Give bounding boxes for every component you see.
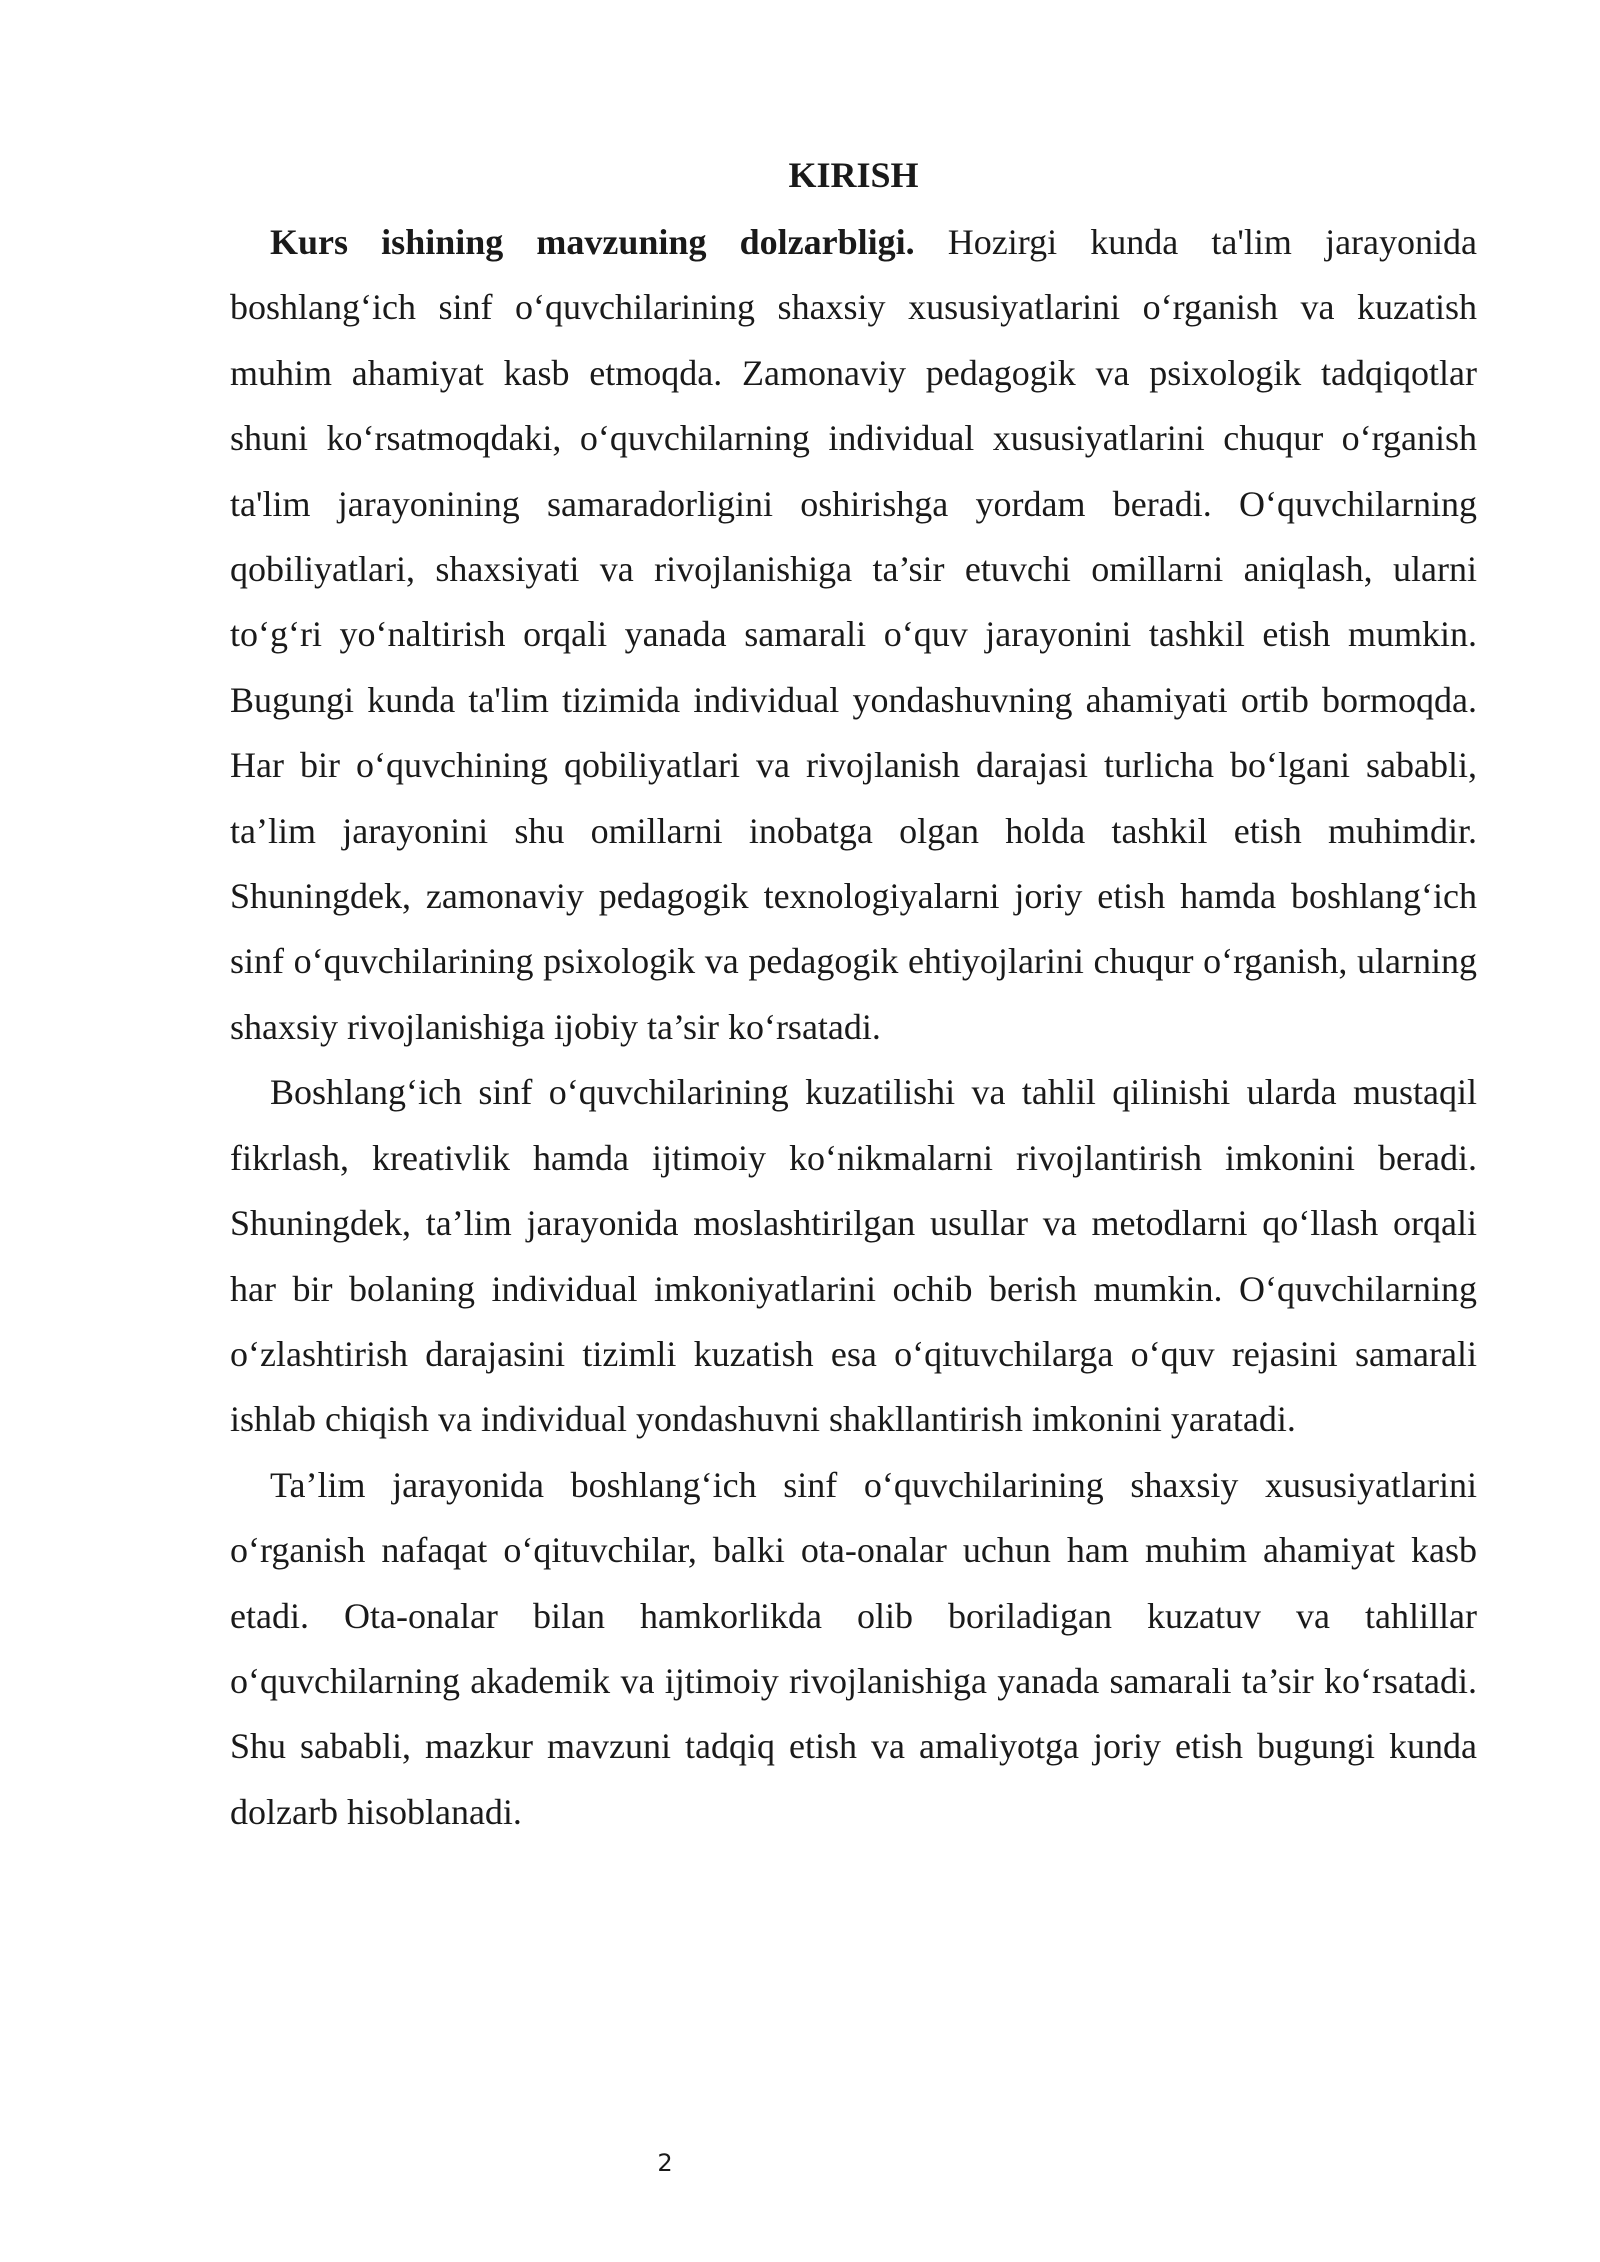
page-number: 2 — [657, 2149, 673, 2177]
paragraph-lead: Kurs ishining mavzuning dolzarbligi. — [270, 222, 915, 262]
paragraph-relevance — [230, 210, 1477, 1060]
body-text — [230, 210, 1477, 1845]
paragraph-observation: Boshlang‘ich sinf o‘quvchilarining kuzatilishi va tahlil qilinishi ularda mustaqil fikrlash, kreativlik hamda ijtimoiy ko‘nikmalarni rivojlantirish imkonini beradi. Shuningdek, ta’lim jarayonida moslashtirilgan usullar va metodlarni qo‘llash orqali har bir bolaning individual imkoniyatlarini ochib berish mumkin. O‘quvchilarning o‘zlashtirish darajasini tizimli kuzatish esa o‘qituvchilarga o‘quv rejasini samarali ishlab chiqish va individual yondashuvni shakllantirish imkonini yaratadi. — [230, 1072, 1477, 1440]
paragraph-parents: Ta’lim jarayonida boshlang‘ich sinf o‘quvchilarining shaxsiy xususiyatlarini o‘rganish nafaqat o‘qituvchilar, balki ota-onalar uchun ham muhim ahamiyat kasb etadi. Ota-onalar bilan hamkorlikda olib boriladigan kuzatuv va tahlillar o‘quvchilarning akademik va ijtimoiy rivojlanishiga yanada samarali ta’sir ko‘rsatadi. Shu sababli, mazkur mavzuni tadqiq etish va amaliyotga joriy etish bugungi kunda dolzarb hisoblanadi. — [230, 1464, 1477, 1832]
paragraph-text: Hozirgi kunda ta'lim jarayonida boshlang‘ich sinf o‘quvchilarining shaxsiy xususiyatlarini o‘rganish va kuzatish muhim ahamiyat kasb etmoqda. Zamonaviy pedagogik va psixologik tadqiqotlar shuni ko‘rsatmoqdaki, o‘quvchilarning individual xususiyatlarini chuqur o‘rganish ta'lim jarayonining samaradorligini oshirishga yordam beradi. O‘quvchilarning qobiliyatlari, shaxsiyati va rivojlanishiga ta’sir etuvchi omillarni aniqlash, ularni to‘g‘ri yo‘naltirish orqali yanada samarali o‘quv jarayonini tashkil etish mumkin. Bugungi kunda ta'lim tizimida individual yondashuvning ahamiyati ortib bormoqda. Har bir o‘quvchining qobiliyatlari va rivojlanish darajasi turlicha bo‘lgani sababli, ta’lim jarayonini shu omillarni inobatga olgan holda tashkil etish muhimdir. Shuningdek, zamonaviy pedagogik texnologiyalarni joriy etish hamda boshlang‘ich sinf o‘quvchilarining psixologik va pedagogik ehtiyojlarini chuqur o‘rganish, ularning shaxsiy rivojlanishiga ijobiy ta’sir ko‘rsatadi. — [230, 222, 1477, 1047]
section-heading: KIRISH — [788, 155, 919, 195]
